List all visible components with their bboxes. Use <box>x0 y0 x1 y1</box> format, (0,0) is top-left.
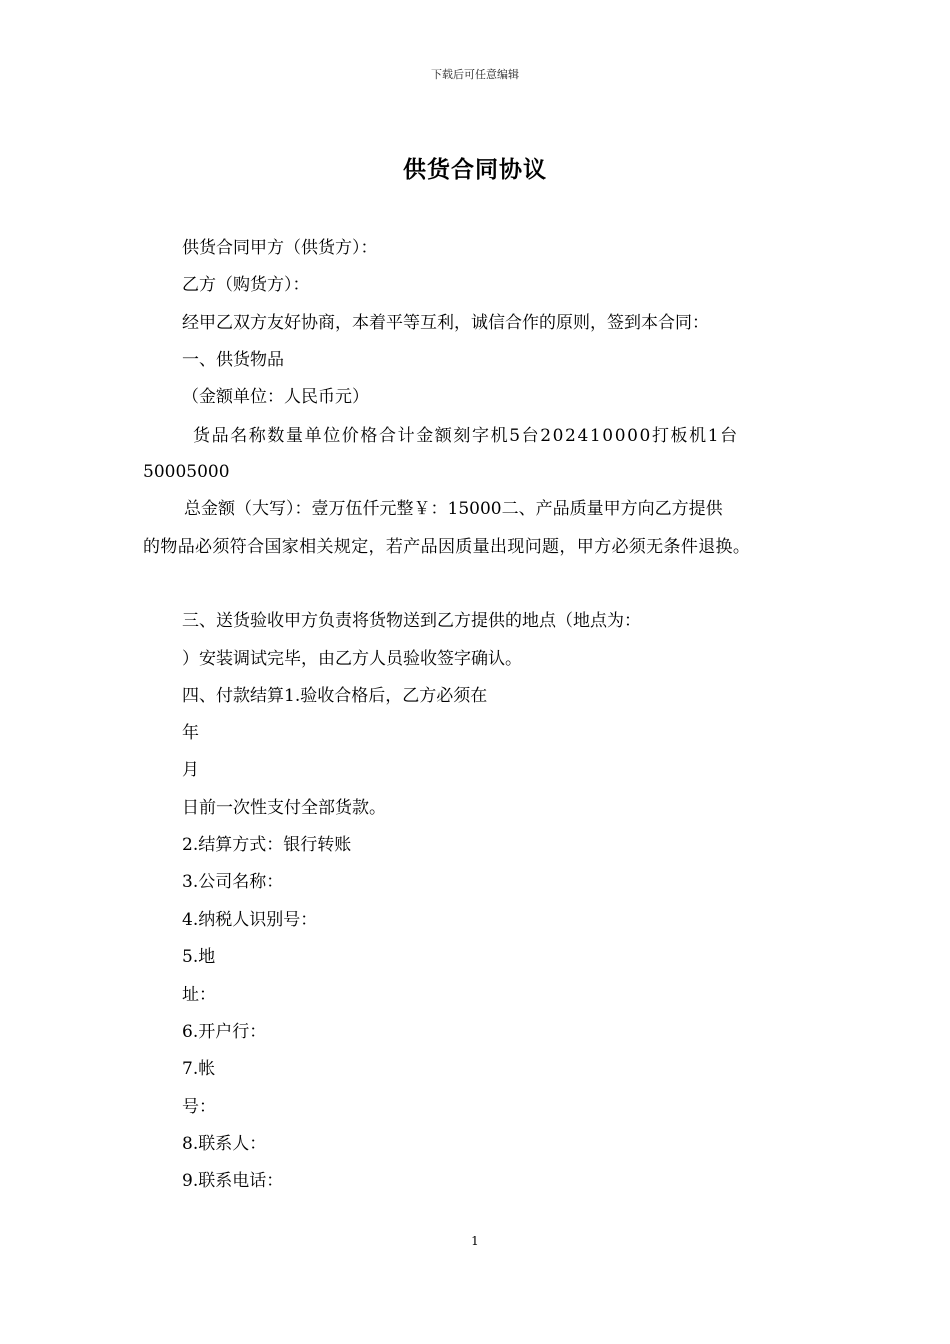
address-line: 5.地 <box>182 947 216 967</box>
account-continuation: 号： <box>182 1097 216 1117</box>
day-payment-line: 日前一次性支付全部货款。 <box>182 798 386 818</box>
address-continuation: 址： <box>182 985 216 1005</box>
currency-unit-note: （金额单位：人民币元） <box>182 387 369 407</box>
month-line: 月 <box>182 760 199 780</box>
section-1-heading: 一、供货物品 <box>182 350 284 370</box>
goods-list-line: 货品名称数量单位价格合计金额刻字机5台202410000打板机1台 <box>193 426 739 446</box>
taxpayer-id-line: 4.纳税人识别号： <box>182 910 318 930</box>
party-a-line: 供货合同甲方（供货方）： <box>182 238 378 258</box>
quality-clause-line: 的物品必须符合国家相关规定，若产品因质量出现问题，甲方必须无条件退换。 <box>143 537 751 557</box>
section-3-continuation: ）安装调试完毕，由乙方人员验收签字确认。 <box>182 649 522 669</box>
contact-person-line: 8.联系人： <box>182 1134 267 1154</box>
header-note: 下载后可任意编辑 <box>431 68 519 81</box>
section-3-line: 三、送货验收甲方负责将货物送到乙方提供的地点（地点为： <box>182 611 641 631</box>
contact-phone-line: 9.联系电话： <box>182 1171 284 1191</box>
settlement-method-line: 2.结算方式：银行转账 <box>182 835 352 855</box>
bank-line: 6.开户行： <box>182 1022 267 1042</box>
goods-list-continuation: 50005000 <box>143 462 230 482</box>
document-title: 供货合同协议 <box>403 156 547 183</box>
total-amount-line: 总金额（大写）：壹万伍仟元整￥：15000二、产品质量甲方向乙方提供 <box>184 499 723 519</box>
page-number: 1 <box>471 1234 479 1248</box>
year-line: 年 <box>182 723 199 743</box>
company-name-line: 3.公司名称： <box>182 872 284 892</box>
party-b-line: 乙方（购货方）： <box>182 275 310 295</box>
section-4-line: 四、付款结算1.验收合格后，乙方必须在 <box>182 686 488 706</box>
preamble-line: 经甲乙双方友好协商，本着平等互利，诚信合作的原则，签到本合同： <box>182 313 709 333</box>
account-line: 7.帐 <box>182 1059 216 1079</box>
